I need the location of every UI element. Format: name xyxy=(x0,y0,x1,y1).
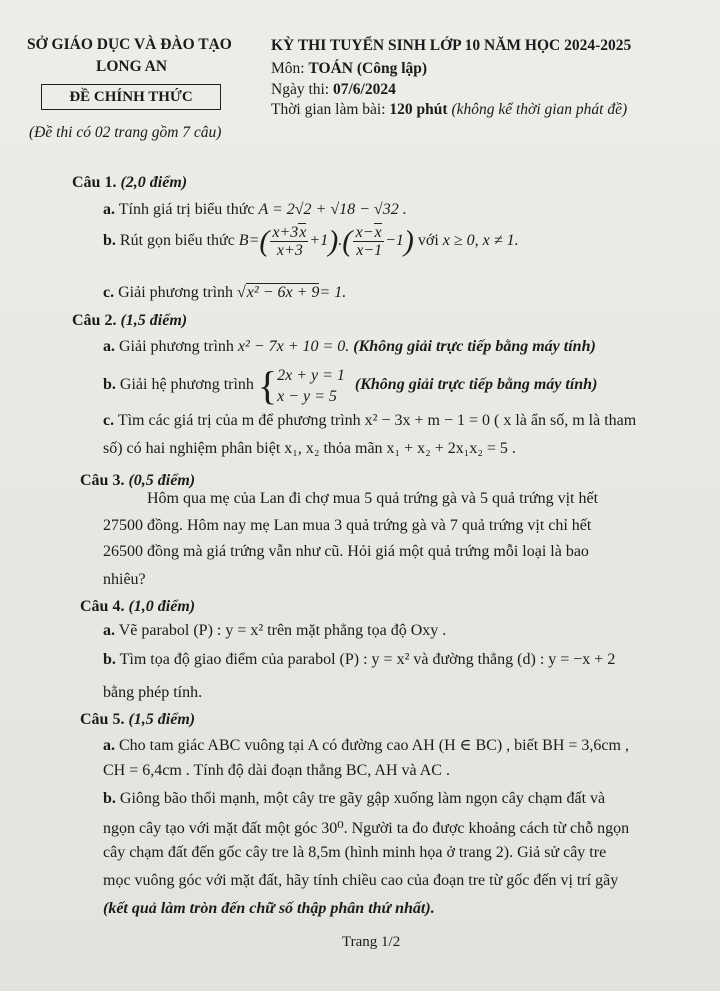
q5a-line-1: Cho tam giác ABC vuông tại A có đường cao AH (H ∈ BC) , biết BH = 3,6cm , xyxy=(119,737,629,754)
q1-title: Câu 1. xyxy=(72,174,121,191)
q1b-condition-word: với xyxy=(417,232,439,250)
q4-title: Câu 4. xyxy=(80,598,129,615)
q1b-text: Rút gọn biểu thức xyxy=(119,232,235,250)
q2-part-a xyxy=(103,338,596,356)
q5b-label: b. xyxy=(103,790,116,807)
q3-points: (0,5 điểm) xyxy=(128,472,196,489)
q1a-text: Tính giá trị biểu thức xyxy=(118,201,255,218)
q2a-equation: x² − 7x + 10 = 0. xyxy=(237,338,350,355)
q5-points: (1,5 điểm) xyxy=(128,711,196,728)
q1-part-a xyxy=(103,201,407,219)
q1b-condition: x ≥ 0, x ≠ 1. xyxy=(442,232,519,250)
q1c-radicand: x² − 6x + 9 xyxy=(246,284,320,301)
subject-value: TOÁN (Công lập) xyxy=(308,60,428,77)
q2-heading xyxy=(72,312,187,330)
official-exam-box: ĐỀ CHÍNH THỨC xyxy=(41,84,221,110)
q4-points: (1,0 điểm) xyxy=(128,598,196,615)
page-count-note: (Đề thi có 02 trang gồm 7 câu) xyxy=(29,124,222,141)
q4-part-b xyxy=(103,651,615,669)
q5b-line-5: (kết quả làm tròn đến chữ số thập phân thứ nhất). xyxy=(103,900,435,917)
time-label: Thời gian làm bài: xyxy=(271,101,390,118)
q5b-line-3: cây chạm đất đến gốc cây tre là 8,5m (hình minh họa ở trang 2). Giả sử cây tre xyxy=(103,844,607,861)
q1a-label: a. xyxy=(103,201,115,218)
q5-heading xyxy=(80,711,195,729)
q5b-line-2: ngọn cây tạo với mặt đất một góc 30⁰. Người ta đo được khoảng cách từ chỗ ngọn xyxy=(103,820,630,837)
q5-part-b xyxy=(103,790,605,808)
time-value: 120 phút xyxy=(389,101,448,118)
q1c-label: c. xyxy=(103,284,115,301)
q2a-label: a. xyxy=(103,338,115,355)
subject-label: Môn: xyxy=(271,60,309,77)
q1-part-c: c. Giải phương trình √x² − 6x + 9= 1. xyxy=(103,284,347,301)
q4a-text: Vẽ parabol (P) : y = x² trên mặt phẳng tọa độ Oxy . xyxy=(118,622,447,639)
q3-title: Câu 3. xyxy=(80,472,129,489)
subject-line xyxy=(271,60,427,78)
q5-part-a xyxy=(103,735,629,755)
q5a-line-2: CH = 6,4cm . Tính độ dài đoạn thẳng BC, AH và AC . xyxy=(103,762,450,779)
q2c-line-2: số) có hai nghiệm phân biệt x₁, x₂ thỏa mãn x₁ + x₂ + 2x₁x₂ = 5 . xyxy=(103,440,516,457)
q2b-equation-1: 2x + y = 1 xyxy=(277,366,345,384)
q1c-rhs: = 1. xyxy=(319,284,347,301)
q2c-line-1: Tìm các giá trị của m để phương trình x² − 3x + m − 1 = 0 ( x là ẩn số, m là tham xyxy=(117,412,637,429)
q2c-label: c. xyxy=(103,412,115,429)
q2b-equation-2: x − y = 5 xyxy=(277,387,337,405)
q1c-text: Giải phương trình xyxy=(118,284,234,301)
q2-part-c xyxy=(103,412,636,430)
q3-line-2: 27500 đồng. Hôm nay mẹ Lan mua 3 quả trứng gà và 7 quả trứng vịt chỉ hết xyxy=(103,517,592,534)
date-line xyxy=(271,81,396,99)
q4a-label: a. xyxy=(103,622,115,639)
q1b-formula: B=( $\frac{x+3x}{x+3}$ +1).( $\frac{x-x}{x-1}$ −1) xyxy=(238,224,414,259)
q4-part-a xyxy=(103,622,446,640)
q4b-label: b. xyxy=(103,651,116,668)
q1b-label: b. xyxy=(103,232,116,250)
department-name: SỞ GIÁO DỤC VÀ ĐÀO TẠO xyxy=(27,36,232,53)
date-label: Ngày thi: xyxy=(271,81,333,98)
q5b-line-4: mọc vuông góc với mặt đất, hãy tính chiều cao của đoạn tre từ gốc đến vị trí gãy xyxy=(103,872,619,889)
time-line xyxy=(271,101,627,119)
q1a-expression: A = 2√2 + √18 − √32 . xyxy=(258,201,407,218)
q1-heading xyxy=(72,174,187,192)
q4b-text-2: bằng phép tính. xyxy=(103,684,203,701)
q1-part-b xyxy=(103,224,519,268)
department-province: LONG AN xyxy=(96,58,168,75)
q5b-line-1: Giông bão thổi mạnh, một cây tre gãy gập xuống làm ngọn cây chạm đất và xyxy=(119,790,606,807)
q3-heading xyxy=(80,472,195,490)
q3-line-3: 26500 đồng mà giá trứng vẫn như cũ. Hỏi giá một quả trứng mỗi loại là bao xyxy=(103,543,589,560)
q1-points: (2,0 điểm) xyxy=(120,174,188,191)
q4-heading xyxy=(80,598,195,616)
page-number: Trang 1/2 xyxy=(342,934,401,950)
q2-part-b: b. Giải hệ phương trình { 2x + y = 1 x − y = 5 (Không giải trực tiếp bằng máy tính) xyxy=(103,363,598,408)
q2b-text: Giải hệ phương trình xyxy=(119,376,254,394)
q2b-label: b. xyxy=(103,376,116,394)
q5a-label: a. xyxy=(103,737,115,754)
time-note: (không kể thời gian phát đề) xyxy=(451,101,628,118)
exam-title: KỲ THI TUYỂN SINH LỚP 10 NĂM HỌC 2024-2025 xyxy=(271,37,632,54)
q2b-note: (Không giải trực tiếp bằng máy tính) xyxy=(354,376,598,394)
q2-points: (1,5 điểm) xyxy=(120,312,188,329)
q3-line-4: nhiêu? xyxy=(103,571,146,588)
q3-line-1: Hôm qua mẹ của Lan đi chợ mua 5 quả trứng gà và 5 quả trứng vịt hết xyxy=(147,490,599,507)
date-value: 07/6/2024 xyxy=(333,81,396,98)
q4b-text: Tìm tọa độ giao điểm của parabol (P) : y = x² và đường thẳng (d) : y = −x + 2 xyxy=(119,651,616,668)
q5-title: Câu 5. xyxy=(80,711,129,728)
q2a-note: (Không giải trực tiếp bằng máy tính) xyxy=(353,338,596,355)
q2b-system xyxy=(277,365,345,407)
q2-title: Câu 2. xyxy=(72,312,121,329)
q2a-text: Giải phương trình xyxy=(119,338,234,355)
